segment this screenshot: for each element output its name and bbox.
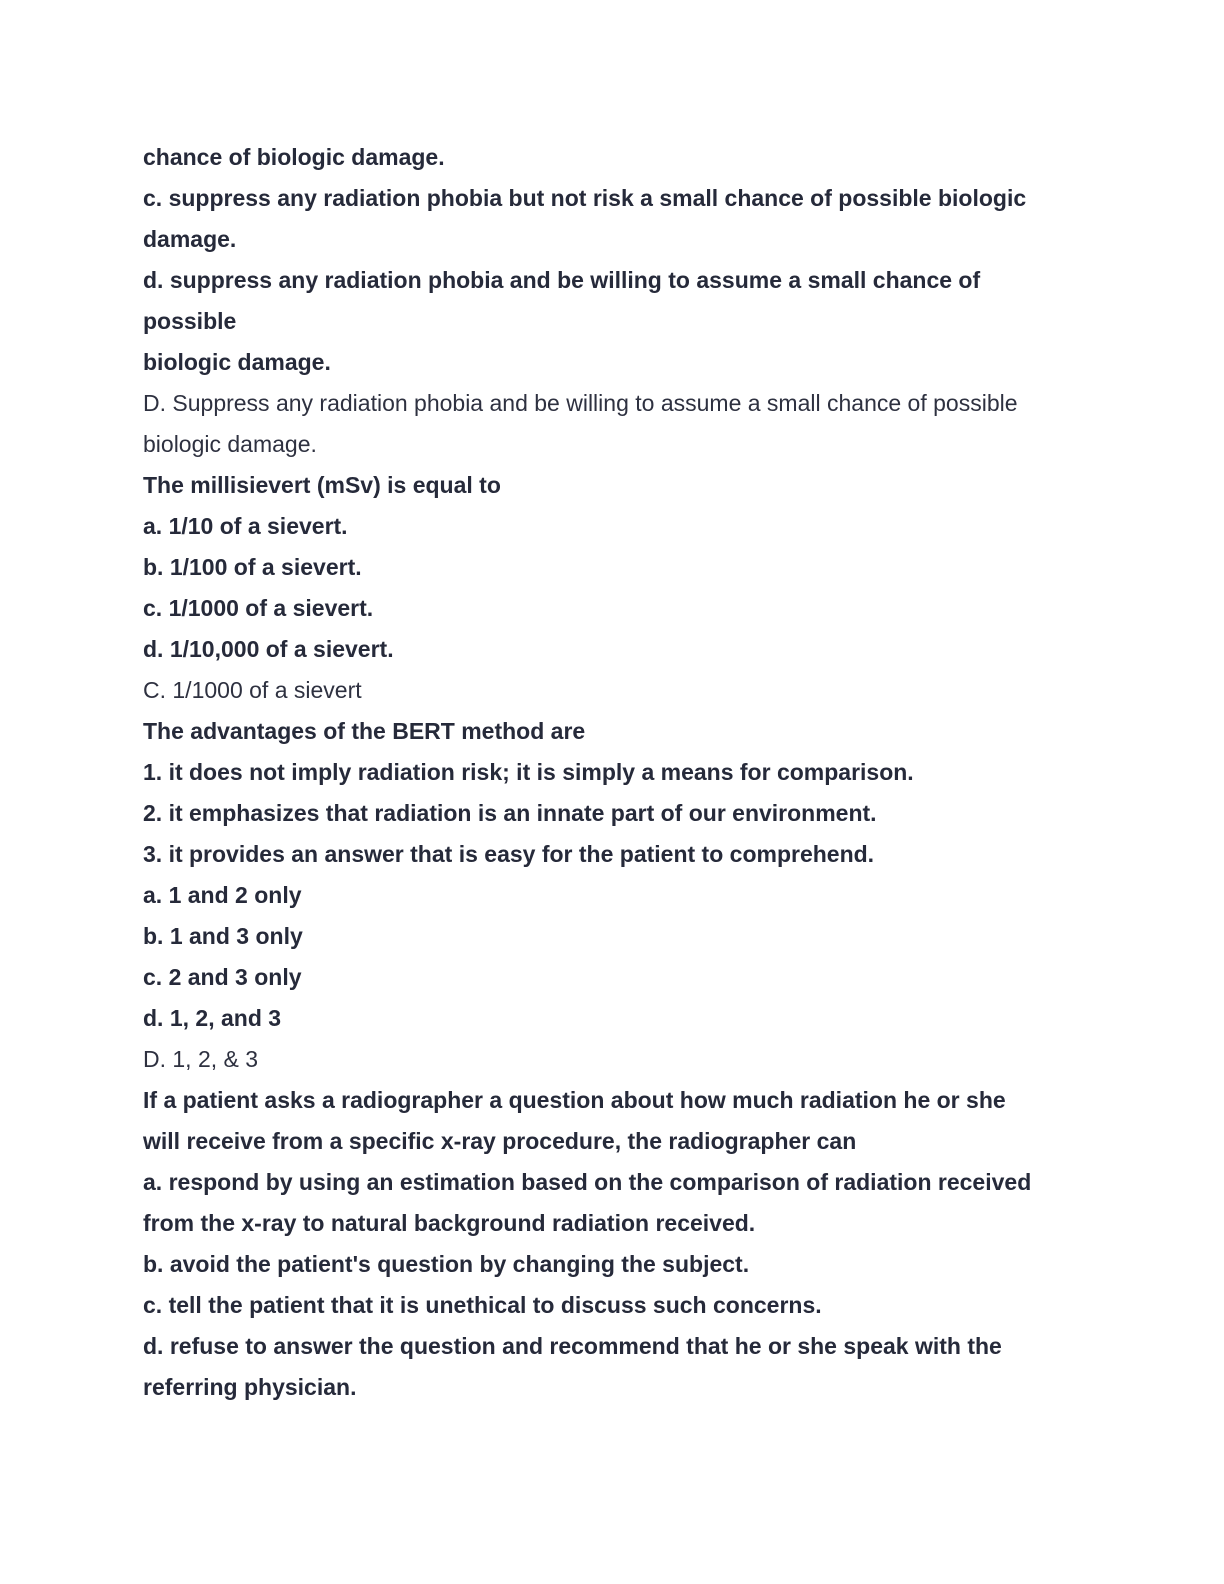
text-line: chance of biologic damage.	[143, 144, 445, 170]
statement-line: 2. it emphasizes that radiation is an innate part of our environment.	[143, 800, 877, 826]
answer-line: D. Suppress any radiation phobia and be willing to assume a small chance of possible	[143, 390, 1018, 416]
question-line: If a patient asks a radiographer a question about how much radiation he or she	[143, 1087, 1006, 1113]
option-line: d. 1/10,000 of a sievert.	[143, 636, 394, 662]
option-line: a. 1/10 of a sievert.	[143, 513, 348, 539]
answer-line: biologic damage.	[143, 431, 317, 457]
text-line: damage.	[143, 226, 237, 252]
option-line: b. 1/100 of a sievert.	[143, 554, 362, 580]
option-line: d. refuse to answer the question and recommend that he or she speak with the	[143, 1333, 1002, 1359]
statement-line: 3. it provides an answer that is easy for the patient to comprehend.	[143, 841, 875, 867]
option-line: c. 2 and 3 only	[143, 964, 302, 990]
option-line: a. 1 and 2 only	[143, 882, 302, 908]
option-line: b. 1 and 3 only	[143, 923, 303, 949]
option-line: b. avoid the patient's question by changing the subject.	[143, 1251, 750, 1277]
text-line: d. suppress any radiation phobia and be willing to assume a small chance of	[143, 267, 981, 293]
text-line: biologic damage.	[143, 349, 331, 375]
question-line: The millisievert (mSv) is equal to	[143, 472, 501, 498]
option-line: c. tell the patient that it is unethical to discuss such concerns.	[143, 1292, 822, 1318]
option-line: referring physician.	[143, 1374, 357, 1400]
text-line: possible	[143, 308, 237, 334]
answer-line: C. 1/1000 of a sievert	[143, 677, 362, 703]
option-line: from the x-ray to natural background radiation received.	[143, 1210, 756, 1236]
statement-line: 1. it does not imply radiation risk; it is simply a means for comparison.	[143, 759, 914, 785]
text-line: c. suppress any radiation phobia but not risk a small chance of possible biologic	[143, 185, 1027, 211]
answer-line: D. 1, 2, & 3	[143, 1046, 259, 1072]
question-line: will receive from a specific x-ray procedure, the radiographer can	[143, 1128, 857, 1154]
option-line: d. 1, 2, and 3	[143, 1005, 282, 1031]
document-page	[143, 137, 1073, 1408]
question-line: The advantages of the BERT method are	[143, 718, 586, 744]
option-line: a. respond by using an estimation based on the comparison of radiation received	[143, 1169, 1032, 1195]
option-line: c. 1/1000 of a sievert.	[143, 595, 374, 621]
